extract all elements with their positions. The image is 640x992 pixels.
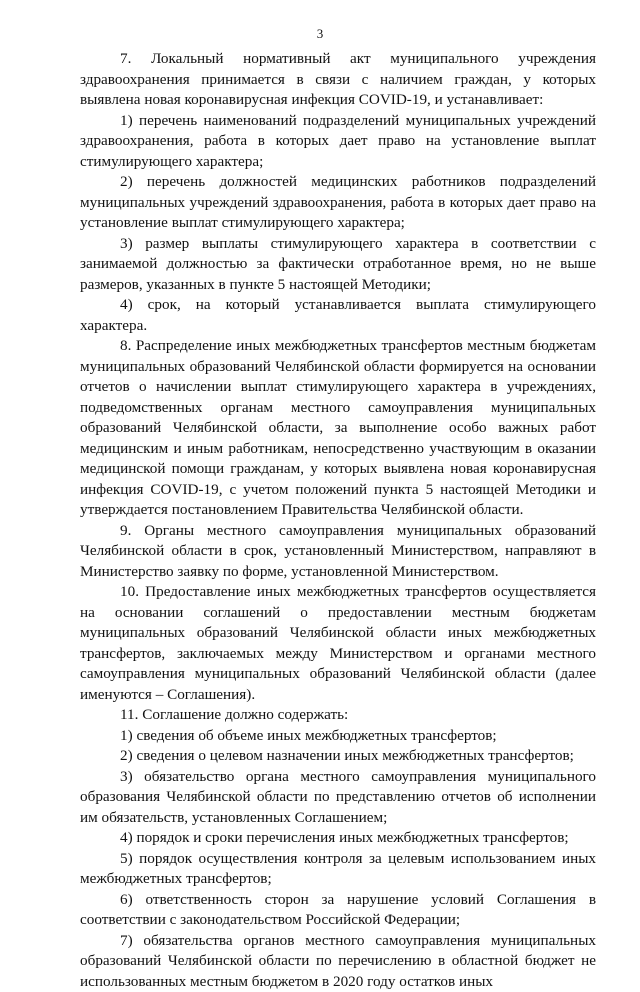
document-body [80, 49, 596, 992]
list-item: 5) порядок осуществления контроля за целевым использованием иных межбюджетных трансфертов; [80, 849, 596, 890]
list-item: 7) обязательства органов местного самоуправления муниципальных образований Челябинской области по перечислению в областной бюджет не использованных местным бюджетом в 2020 году остатков иных [80, 931, 596, 992]
paragraph-item-7: 7. Локальный нормативный акт муниципального учреждения здравоохранения принимается в связи с наличием граждан, у которых выявлена новая коронавирусная инфекция COVID-19, и устанавливает: [80, 49, 596, 111]
paragraph-item-9: 9. Органы местного самоуправления муниципальных образований Челябинской области в срок, установленный Министерством, направляют в Министерство заявку по форме, установленной Министерством. [80, 521, 596, 583]
list-item: 6) ответственность сторон за нарушение условий Соглашения в соответствии с законодательством Российской Федерации; [80, 890, 596, 931]
page-number: 3 [0, 26, 640, 42]
list-item: 2) сведения о целевом назначении иных межбюджетных трансфертов; [80, 746, 596, 767]
paragraph-item-8: 8. Распределение иных межбюджетных трансфертов местным бюджетам муниципальных образований Челябинской области формируется на основании отчетов о начислении выплат стимулирующего характера в учреждениях, подведомственных органам местного самоуправления муниципальных образований Челябинской области, за выполнение особо важных работ медицинским и иным работникам, непосредственно участвующим в оказании медицинской помощи гражданам, у которых выявлена новая коронавирусная инфекция COVID-19, с учетом положений пункта 5 настоящей Методики и утверждается постановлением Правительства Челябинской области. [80, 336, 596, 521]
list-item: 3) размер выплаты стимулирующего характера в соответствии с занимаемой должностью за фактически отработанное время, но не выше размеров, указанных в пункте 5 настоящей Методики; [80, 234, 596, 296]
list-item: 4) срок, на который устанавливается выплата стимулирующего характера. [80, 295, 596, 336]
list-item: 2) перечень должностей медицинских работников подразделений муниципальных учреждений здравоохранения, работа в которых дает право на установление выплат стимулирующего характера; [80, 172, 596, 234]
list-item: 3) обязательство органа местного самоуправления муниципального образования Челябинской области по представлению отчетов об исполнении им обязательств, установленных Соглашением; [80, 767, 596, 829]
list-item: 4) порядок и сроки перечисления иных межбюджетных трансфертов; [80, 828, 596, 849]
paragraph-item-10: 10. Предоставление иных межбюджетных трансфертов осуществляется на основании соглашений о предоставлении местным бюджетам муниципальных образований Челябинской области иных межбюджетных трансфертов, заключаемых между Министерством и органами местного самоуправления муниципальных образований Челябинской области (далее именуются – Соглашения). [80, 582, 596, 705]
paragraph-item-11: 11. Соглашение должно содержать: [80, 705, 596, 726]
list-item: 1) сведения об объеме иных межбюджетных трансфертов; [80, 726, 596, 747]
list-item: 1) перечень наименований подразделений муниципальных учреждений здравоохранения, работа в которых дает право на установление выплат стимулирующего характера; [80, 111, 596, 173]
